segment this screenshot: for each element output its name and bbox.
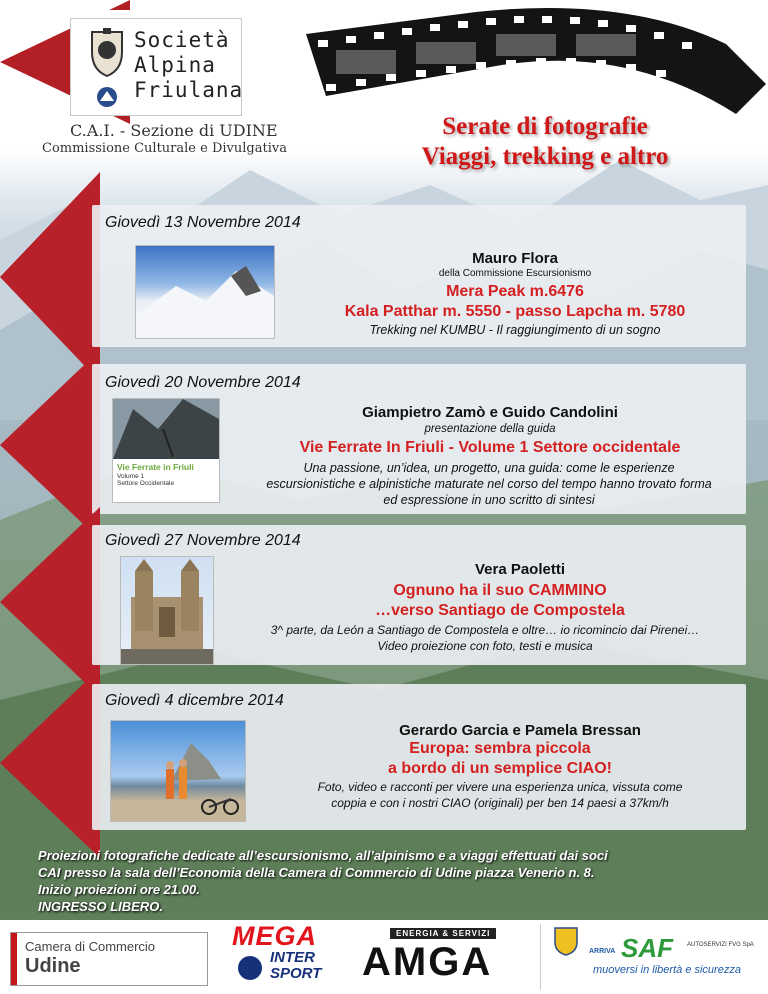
event-2-date: Giovedì 20 Novembre 2014: [105, 374, 301, 391]
regione-crest-icon: [553, 926, 579, 956]
event-2-affiliation: presentazione della guida: [424, 423, 556, 435]
logo-text: Società Alpina Friulana: [134, 28, 244, 102]
event-4-description: Foto, video e racconti per vivere una esperienza unica, vissuta come coppia e con i nostri CIAO (originali) per ben 14 paesi a 37km/h: [317, 780, 683, 810]
cai-badge-icon: [96, 86, 118, 108]
event-3-photo: [120, 556, 214, 665]
event-2-title: Vie Ferrate In Friuli - Volume 1 Settore occidentale: [299, 439, 681, 456]
event-2-book-cover: [112, 398, 220, 503]
amga-logo: ENERGIA & SERVIZI AMGA: [360, 928, 530, 988]
camera-commercio-logo: Camera di Commercio Udine: [10, 932, 208, 986]
event-3-description: 3^ parte, da León a Santiago de Compostela e oltre… io ricomincio dai Pirenei… Video proiezione con foto, testi e musica: [270, 623, 700, 653]
book-volume: Volume 1: [117, 473, 145, 480]
saf-logo: ARRIVA SAF AUTOSERVIZI FVG SpA muoversi in libertà e sicurezza: [540, 924, 761, 990]
event-4-date: Giovedì 4 dicembre 2014: [105, 692, 284, 709]
event-4-photo: [110, 720, 246, 822]
event-1-date: Giovedì 13 Novembre 2014: [105, 214, 301, 231]
footer-info: Proiezioni fotografiche dedicate all’escursionismo, all’alpinismo e a viaggi effettuati dai soci CAI presso la sala dell’Economia della Camera di Commercio di Udine piazza Venerio n. 8. Inizio proiezioni ore 21.00. INGRESSO LIBERO.: [38, 848, 608, 914]
film-strip-icon: [296, 4, 766, 124]
event-1-description: Trekking nel KUMBU - Il raggiungimento di un sogno: [369, 323, 661, 337]
book-title: Vie Ferrate in Friuli: [117, 462, 194, 472]
event-4-speaker: Gerardo Garcia e Pamela Bressan: [399, 722, 641, 739]
event-3-date: Giovedì 27 Novembre 2014: [105, 532, 301, 549]
section-name: C.A.I. - Sezione di UDINE: [70, 121, 278, 140]
event-2-description: Una passione, un’idea, un progetto, una guida: come le esperienze escursionistiche e alpinistiche maturate nel corso del tempo hanno trovato forma ed espressione in uno scritto di sintesi: [266, 461, 712, 507]
page-title: Serate di fotografie Viaggi, trekking e altro: [421, 113, 669, 170]
event-4-arrow: [0, 668, 100, 858]
event-1-affiliation: della Commissione Escursionismo: [438, 268, 592, 279]
book-sector: Settore Occidentale: [117, 480, 175, 487]
commission-name: Commissione Culturale e Divulgativa: [42, 141, 287, 156]
event-1-photo: [135, 245, 275, 339]
crest-icon: [88, 26, 126, 78]
event-2-speaker: Giampietro Zamò e Guido Candolini: [362, 404, 618, 421]
mega-intersport-logo: MEGA INTER SPORT: [232, 921, 322, 982]
event-3-speaker: Vera Paoletti: [474, 561, 566, 578]
event-4-title: Europa: sembra piccola a bordo di un semplice CIAO!: [387, 740, 613, 777]
event-1-speaker: Mauro Flora: [472, 250, 558, 267]
sponsor-bar: [0, 920, 768, 994]
event-3-title: Ognuno ha il suo CAMMINO …verso Santiago de Compostela: [375, 582, 625, 619]
event-1-title: Mera Peak m.6476 Kala Patthar m. 5550 - passo Lapcha m. 5780: [344, 283, 686, 320]
